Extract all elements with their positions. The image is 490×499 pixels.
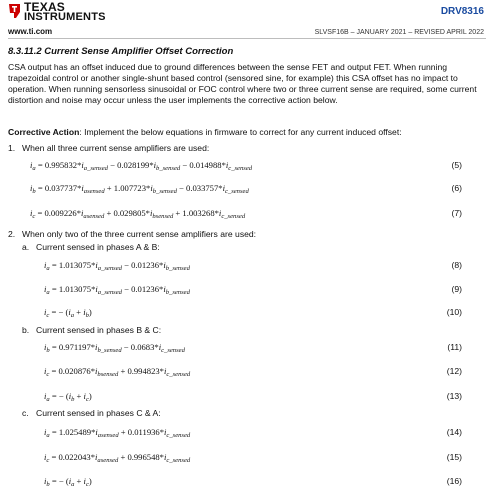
- equation-lhs-variable: i: [44, 260, 47, 270]
- equation-variable: i: [81, 208, 84, 218]
- equation-lhs-variable: i: [44, 452, 47, 462]
- equation-term: = 1.013075*: [51, 284, 96, 294]
- list-item-text: When only two of the three current sense amplifiers are used:: [22, 229, 257, 239]
- equation-term: − 0.01236*: [121, 260, 164, 270]
- equation-subscript: a_sensed: [97, 265, 122, 272]
- equation-number: (6): [451, 183, 462, 193]
- sublist-item-text: Current sensed in phases C & A:: [36, 408, 161, 418]
- equation-number: (11): [447, 342, 462, 352]
- equation-lhs-subscript: a: [32, 165, 36, 172]
- equation-subscript: sensed: [155, 213, 174, 220]
- equation-number: (12): [446, 366, 462, 376]
- equation-subscript: c_sensed: [166, 371, 191, 378]
- equation-term: = 0.971197*: [51, 342, 96, 352]
- equation-variable: i: [83, 391, 86, 401]
- equation-subscript: c_sensed: [166, 432, 191, 439]
- equation: [30, 160, 252, 174]
- equation-subscript: a: [70, 312, 75, 319]
- equation-variable: i: [68, 391, 72, 401]
- equation-variable: i: [83, 476, 86, 486]
- equation-term: +: [74, 476, 84, 486]
- section-body: CSA output has an offset induced due to ground differences between the sense FET and output FET. When running trapezoidal control or another single-shunt based control (sensored sine, for example) this CSA offset has no impact to operation. When running sensorless sinusoidal or FOC control where two or three current sense are required, some current distortion and noise may occur unless the user implements the corrective action below.: [8, 62, 477, 105]
- equation-subscript: b_sensed: [156, 165, 181, 172]
- equation-term: = − (: [51, 307, 69, 317]
- sublist-item-b: [22, 325, 161, 336]
- equation-term: = 0.022043*: [51, 452, 96, 462]
- equation-variable: i: [150, 183, 153, 193]
- list-item-2: [8, 229, 256, 240]
- equation-lhs-variable: i: [44, 391, 47, 401]
- equation-term: ): [88, 476, 92, 486]
- equation-subscript: b_sensed: [165, 289, 190, 296]
- corrective-action: [8, 127, 486, 138]
- equation-lhs-variable: i: [44, 284, 47, 294]
- equation-term: − 0.014988*: [180, 160, 226, 170]
- equation: [44, 427, 190, 441]
- equation: [44, 391, 92, 405]
- equation-subscript: b_sensed: [97, 347, 122, 354]
- document-id: SLVSF16B – JANUARY 2021 – REVISED APRIL 2022: [314, 29, 484, 36]
- equation-variable: i: [158, 342, 162, 352]
- equation-lhs-subscript: b: [32, 188, 36, 195]
- equation-subscript: c: [85, 481, 89, 488]
- equation-subscript: sensed: [86, 213, 105, 220]
- equation-term: + 1.003268*: [173, 208, 219, 218]
- list-item-text: When all three current sense amplifiers are used:: [22, 143, 210, 153]
- equation-subscript: a: [71, 481, 75, 488]
- ti-logo-icon: [8, 3, 21, 19]
- equation-term: = 0.020876*: [51, 366, 96, 376]
- equation: [44, 342, 185, 356]
- equation-subscript: c: [85, 396, 89, 403]
- equation-variable: i: [95, 342, 98, 352]
- sublist-letter: a.: [22, 242, 30, 252]
- equation-subscript: c_sensed: [224, 188, 249, 195]
- equation-variable: i: [81, 160, 84, 170]
- header-divider: [8, 38, 486, 39]
- equation: [30, 183, 249, 197]
- equation-subscript: b: [152, 213, 156, 220]
- list-number: 2.: [8, 229, 16, 239]
- equation-subscript: c_sensed: [228, 165, 253, 172]
- equation-number: (8): [451, 260, 462, 270]
- equation-variable: i: [164, 427, 167, 437]
- equation-variable: i: [149, 208, 153, 218]
- equation-variable: i: [95, 452, 98, 462]
- page-header: [0, 0, 490, 40]
- equation-lhs-subscript: c: [46, 457, 50, 464]
- equation-term: + 0.011936*: [118, 427, 165, 437]
- equation-variable: i: [163, 260, 166, 270]
- equation-term: = − (: [51, 476, 69, 486]
- equation-subscript: sensed: [101, 432, 119, 439]
- equation-lhs-subscript: b: [46, 481, 50, 488]
- equation-term: = 0.009226*: [37, 208, 82, 218]
- equation: [44, 307, 92, 321]
- brand-name-line2: INSTRUMENTS: [24, 11, 106, 23]
- equation-subscript: a: [97, 432, 102, 439]
- equation-subscript: c_sensed: [221, 213, 246, 220]
- equation-term: − 0.0683*: [121, 342, 159, 352]
- equation-lhs-subscript: a: [46, 289, 50, 296]
- equation-term: − 0.028199*: [107, 160, 154, 170]
- equation: [30, 208, 245, 222]
- equation-number: (16): [446, 476, 462, 486]
- equation-lhs-variable: i: [44, 427, 47, 437]
- equation-subscript: a_sensed: [97, 289, 122, 296]
- equation-term: ): [88, 391, 92, 401]
- equation-subscript: b: [85, 312, 89, 319]
- corrective-action-text: : Implement the below equations in firmware to correct for any current induced offset:: [79, 127, 402, 137]
- equation-term: − 0.033757*: [176, 183, 223, 193]
- equation-term: +: [74, 307, 84, 317]
- equation-variable: i: [81, 183, 84, 193]
- equation-number: (9): [451, 284, 462, 294]
- sublist-item-c: [22, 408, 161, 419]
- equation-variable: i: [163, 366, 167, 376]
- section-title: 8.3.11.2 Current Sense Amplifier Offset Correction: [8, 46, 234, 57]
- equation-term: = 0.037737*: [37, 183, 82, 193]
- equation-term: = 1.013075*: [51, 260, 96, 270]
- equation-lhs-subscript: a: [46, 265, 50, 272]
- equation-subscript: sensed: [87, 188, 105, 195]
- equation-variable: i: [68, 476, 72, 486]
- equation-subscript: b_sensed: [165, 265, 190, 272]
- equation-subscript: b_sensed: [152, 188, 177, 195]
- equation-variable: i: [163, 284, 166, 294]
- sublist-letter: b.: [22, 325, 30, 335]
- corrective-action-label: Corrective Action: [8, 127, 80, 137]
- equation-subscript: a: [97, 457, 101, 464]
- sublist-letter: c.: [22, 408, 29, 418]
- equation-term: ): [88, 307, 92, 317]
- equation-subscript: c_sensed: [166, 457, 191, 464]
- equation-variable: i: [68, 307, 71, 317]
- equation-number: (7): [451, 208, 462, 218]
- equation-subscript: b: [71, 396, 75, 403]
- equation-variable: i: [95, 284, 98, 294]
- equation-number: (13): [446, 391, 462, 401]
- equation-term: + 1.007723*: [104, 183, 151, 193]
- equation-variable: i: [95, 427, 98, 437]
- equation-lhs-variable: i: [30, 160, 33, 170]
- equation-term: = 0.995832*: [37, 160, 82, 170]
- equation-variable: i: [95, 260, 98, 270]
- equation-subscript: b: [97, 371, 101, 378]
- equation-subscript: c_sensed: [161, 347, 185, 354]
- equation-lhs-variable: i: [44, 476, 47, 486]
- equation-subscript: a: [83, 213, 87, 220]
- equation-lhs-subscript: c: [46, 371, 50, 378]
- equation-variable: i: [163, 452, 167, 462]
- equation-lhs-subscript: c: [46, 312, 50, 319]
- equation-lhs-subscript: a: [46, 396, 50, 403]
- equation-variable: i: [153, 160, 157, 170]
- equation-number: (10): [446, 307, 462, 317]
- equation-term: − 0.01236*: [121, 284, 164, 294]
- equation-variable: i: [222, 183, 225, 193]
- equation-variable: i: [95, 366, 98, 376]
- sublist-item-text: Current sensed in phases B & C:: [36, 325, 162, 335]
- equation-number: (5): [451, 160, 462, 170]
- equation: [44, 284, 190, 298]
- equation-subscript: a_sensed: [83, 165, 108, 172]
- part-number-link[interactable]: DRV8316: [440, 6, 484, 17]
- equation-lhs-subscript: c: [32, 213, 36, 220]
- equation-term: + 0.029805*: [104, 208, 150, 218]
- equation-lhs-subscript: a: [46, 432, 50, 439]
- equation-subscript: a: [83, 188, 88, 195]
- equation-term: + 0.994823*: [118, 366, 164, 376]
- equation-lhs-variable: i: [30, 183, 33, 193]
- equation: [44, 452, 190, 466]
- equation: [44, 476, 92, 490]
- equation-lhs-variable: i: [30, 208, 33, 218]
- equation-term: = 1.025489*: [51, 427, 96, 437]
- sublist-item-text: Current sensed in phases A & B:: [36, 242, 160, 252]
- equation-subscript: sensed: [100, 457, 119, 464]
- equation-variable: i: [225, 160, 229, 170]
- equation-term: +: [74, 391, 84, 401]
- equation-number: (14): [446, 427, 462, 437]
- list-item-1: [8, 143, 209, 154]
- equation-term: + 0.996548*: [118, 452, 164, 462]
- sublist-item-a: [22, 242, 160, 253]
- equation: [44, 260, 190, 274]
- equation: [44, 366, 190, 380]
- equation-lhs-variable: i: [44, 307, 47, 317]
- equation-lhs-variable: i: [44, 342, 47, 352]
- brand-name-line1: TEXAS: [24, 0, 66, 14]
- equation-lhs-subscript: b: [46, 347, 50, 354]
- equation-term: = − (: [51, 391, 69, 401]
- equation-subscript: sensed: [100, 371, 119, 378]
- equation-variable: i: [218, 208, 222, 218]
- equation-number: (15): [446, 452, 462, 462]
- list-number: 1.: [8, 143, 16, 153]
- website-link[interactable]: www.ti.com: [8, 27, 53, 36]
- equation-lhs-variable: i: [44, 366, 47, 376]
- equation-variable: i: [83, 307, 86, 317]
